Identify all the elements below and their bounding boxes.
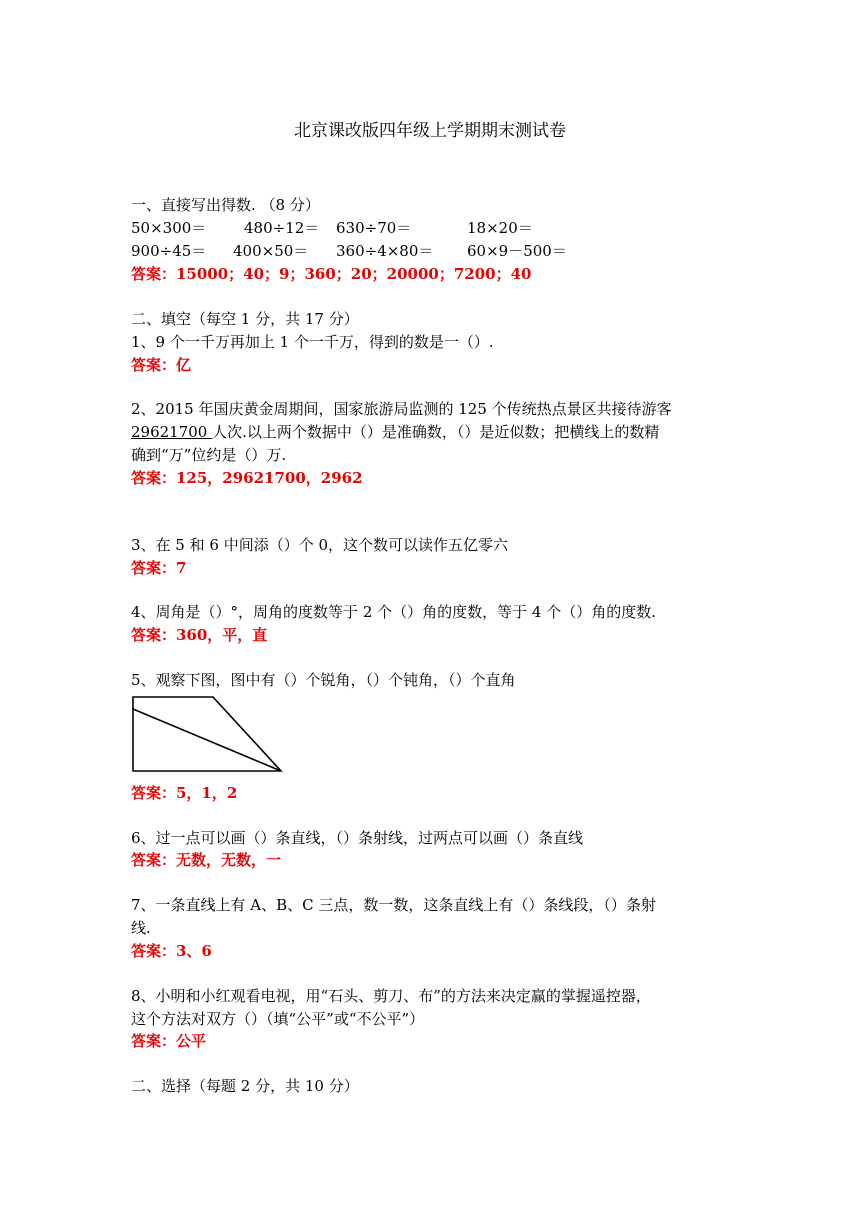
question-8-line1: 8、小明和小红观看电视，用“石头、剪刀、布”的方法来决定赢的掌握遥控器，	[131, 987, 651, 1005]
question-6: 6、过一点可以画（）条直线，（）条射线，过两点可以画（）条直线	[131, 829, 584, 847]
calc-item: 18×20＝	[467, 219, 533, 237]
question-3: 3、在 5 和 6 中间添（）个 0，这个数可以读作五亿零六	[131, 536, 509, 554]
question-1: 1、9 个一千万再加上 1 个一千万，得到的数是一（）.	[131, 333, 494, 351]
section2-heading: 二、填空（每空 1 分，共 17 分）	[131, 310, 359, 328]
calc-item: 60×9－500＝	[467, 242, 567, 260]
question-5: 5、观察下图，图中有（）个锐角，（）个钝角，（）个直角	[131, 671, 516, 689]
question-8-line2: 这个方法对双方（）（填“公平”或“不公平”）	[131, 1010, 425, 1028]
section1-answer: 答案：15000；40；9；360；20；20000；7200；40	[131, 265, 532, 283]
section1-heading: 一、直接写出得数. （8 分）	[131, 196, 320, 214]
answer-8: 答案：公平	[131, 1032, 207, 1050]
calc-item: 900÷45＝	[131, 242, 207, 260]
answer-6: 答案：无数，无数，一	[131, 851, 282, 869]
question-2-line1: 2、2015 年国庆黄金周期间，国家旅游局监测的 125 个传统热点景区共接待游客	[131, 400, 672, 418]
calc-item: 360÷4×80＝	[336, 242, 434, 260]
question-7-line2: 线.	[131, 919, 151, 937]
answer-7: 答案：3、6	[131, 942, 212, 960]
calc-item: 630÷70＝	[336, 219, 412, 237]
question-2-line2	[131, 422, 659, 442]
question-7-line1: 7、一条直线上有 A、B、C 三点，数一数，这条直线上有（）条线段，（）条射	[131, 896, 656, 914]
underlined-number: 29621700	[131, 423, 213, 441]
calc-item: 50×300＝	[131, 219, 207, 237]
question-4: 4、周角是（）°，周角的度数等于 2 个（）角的度数，等于 4 个（）角的度数.	[131, 603, 656, 621]
answer-5: 答案：5，1，2	[131, 784, 238, 802]
calc-item: 400×50＝	[233, 242, 309, 260]
answer-1: 答案：亿	[131, 356, 192, 374]
section3-heading: 二、选择（每题 2 分，共 10 分）	[131, 1077, 359, 1095]
answer-2: 答案：125，29621700，2962	[131, 469, 363, 487]
answer-3: 答案：7	[131, 559, 187, 577]
question-2-line2-text: 人次.以上两个数据中（）是准确数，（）是近似数；把横线上的数精	[212, 423, 660, 441]
answer-4: 答案：360，平，直	[131, 626, 268, 644]
diagonal-line	[133, 709, 281, 771]
question-2-line3: 确到“万”位约是（）万.	[131, 446, 287, 464]
trapezoid-outline	[133, 697, 281, 771]
document-title: 北京课改版四年级上学期期末测试卷	[294, 121, 566, 141]
trapezoid-figure	[131, 695, 287, 775]
calc-item: 480÷12＝	[244, 219, 320, 237]
